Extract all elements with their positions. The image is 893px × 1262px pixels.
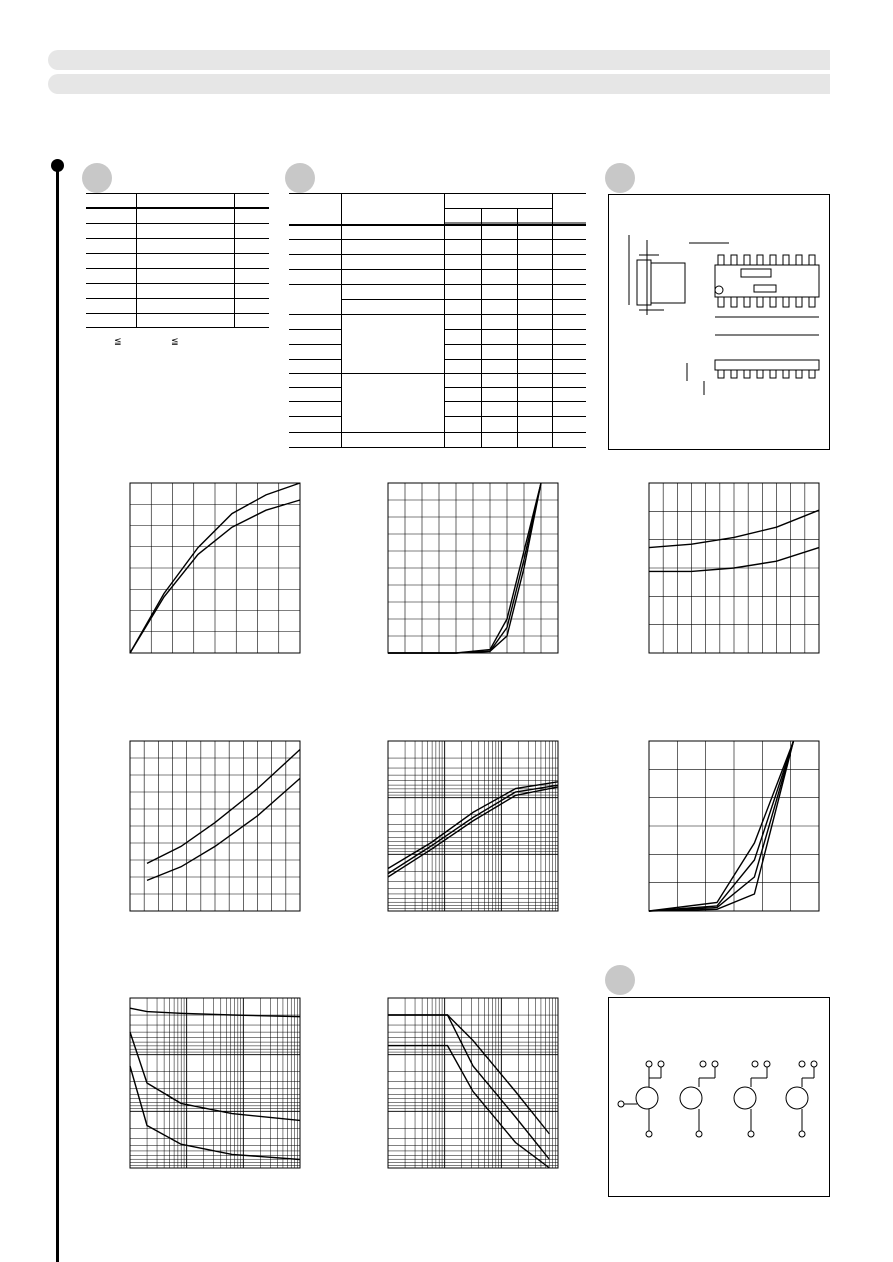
- circuit-drawing: [609, 998, 831, 1198]
- ratings-note-symbol-2: ≦: [171, 336, 179, 346]
- chart-7-frame: [130, 998, 300, 1168]
- mosfet-4: [786, 1061, 817, 1137]
- mosfet-1: [618, 1061, 664, 1137]
- chart-1: [130, 483, 300, 653]
- chart-2: [388, 483, 558, 653]
- side-pins: [718, 370, 815, 378]
- chart-5-frame: [388, 741, 558, 911]
- ratings-rows: [86, 224, 269, 328]
- ratings-badge: [82, 163, 112, 193]
- mosfet-3: [734, 1061, 770, 1137]
- chart-8-series-c: [388, 1046, 550, 1168]
- top-pins: [718, 255, 815, 307]
- chart-3: [649, 483, 819, 653]
- chart-7-grid: [130, 998, 300, 1168]
- ratings-table: [86, 193, 270, 333]
- left-rule: [56, 166, 59, 1262]
- chart-4-series-a: [147, 750, 300, 864]
- chart-7: [130, 998, 300, 1168]
- chart-7-series-a: [130, 1008, 300, 1017]
- characteristics-table: [289, 193, 587, 449]
- chart-5-grid: [388, 741, 558, 911]
- chart-7-series-b: [130, 1032, 300, 1120]
- header-band-top: [48, 50, 830, 70]
- bullet-dot: [51, 159, 64, 172]
- chart-8: [388, 998, 558, 1168]
- ratings-note-symbol-1: ≦: [114, 336, 122, 346]
- chart-8-grid: [388, 998, 558, 1168]
- chart-4-grid: [130, 741, 300, 911]
- chart-5-series-a: [388, 782, 558, 869]
- characteristics-rows: [289, 240, 586, 448]
- chart-4: [130, 741, 300, 911]
- chart-8-frame: [388, 998, 558, 1168]
- package-outline-frame: [608, 194, 830, 450]
- characteristics-badge: [285, 163, 315, 193]
- equivalent-circuit-frame: [608, 997, 830, 1197]
- chart-2-grid: [388, 483, 558, 653]
- chart-6: [649, 741, 819, 911]
- chart-5: [388, 741, 558, 911]
- dimensions-badge: [605, 163, 635, 193]
- mosfet-2: [680, 1061, 718, 1137]
- package-drawing: [609, 195, 831, 451]
- header-band-bottom: [48, 74, 830, 94]
- chart-8-series-a: [388, 1015, 550, 1134]
- circuit-badge: [605, 965, 635, 995]
- chart-4-series-b: [147, 778, 300, 880]
- chart-1-grid: [130, 483, 300, 653]
